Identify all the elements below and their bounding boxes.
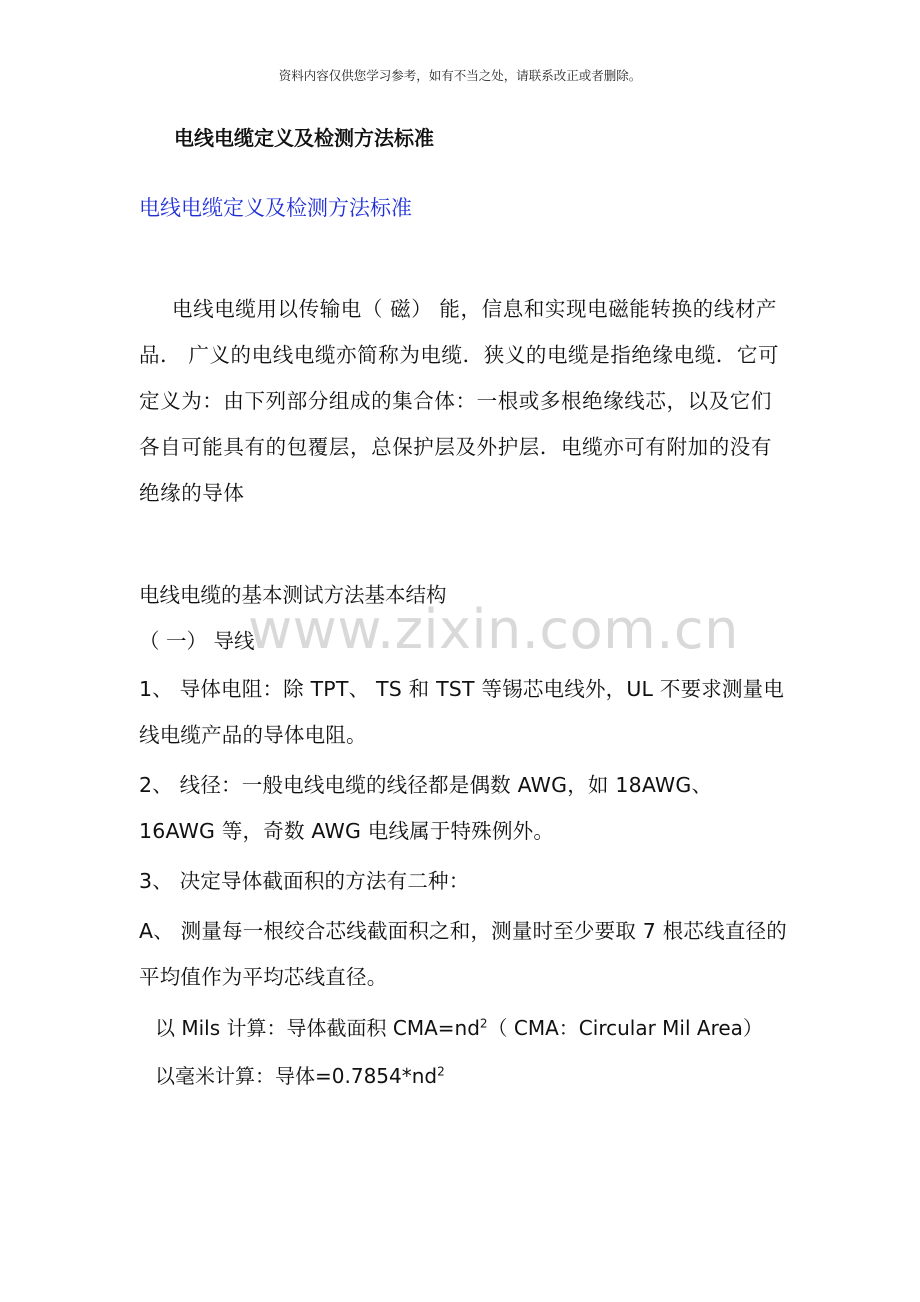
formula-mils-suffix: （ CMA：Circular Mil Area） — [487, 1016, 763, 1040]
section-heading: 电线电缆的基本测试方法基本结构 — [139, 583, 447, 607]
formula-mm-exponent: 2 — [437, 1064, 445, 1079]
list-item-conductor-resistance: 1、 导体电阻：除 TPT、 TS 和 TST 等锡芯电线外，UL 不要求测量电线电缆产品的导体电阻。 — [139, 677, 785, 747]
list-item-method-a: A、 测量每一根绞合芯线截面积之和，测量时至少要取 7 根芯线直径的平均值作为平均芯线直径。 — [139, 919, 787, 989]
formula-mils-prefix: 以 Mils 计算：导体截面积 CMA=nd — [155, 1016, 480, 1040]
formula-mm — [155, 1060, 445, 1089]
formula-mm-prefix: 以毫米计算：导体=0.7854*nd — [155, 1064, 438, 1088]
subsection-heading: （ 一） 导线 — [139, 629, 255, 653]
document-title: 电线电缆定义及检测方法标准 — [174, 126, 434, 150]
intro-paragraph: 电线电缆用以传输电（ 磁） 能，信息和实现电磁能转换的线材产品． 广义的电线电缆亦简称为电缆．狭义的电缆是指绝缘电缆．它可定义为：由下列部分组成的集合体：一根或多根绝缘线芯，以及它们各自可能具有的包覆层，总保护层及外护层．电缆亦可有附加的没有绝缘的导体 — [139, 297, 780, 505]
list-item-wire-gauge: 2、 线径：一般电线电缆的线径都是偶数 AWG，如 18AWG、 16AWG 等，奇数 AWG 电线属于特殊例外。 — [139, 773, 713, 843]
title-link[interactable]: 电线电缆定义及检测方法标准 — [139, 196, 412, 220]
formula-mils-exponent: 2 — [479, 1016, 488, 1031]
formula-mils — [155, 1012, 763, 1041]
list-item-cross-section-methods: 3、 决定导体截面积的方法有二种： — [139, 869, 470, 893]
watermark: www.zixin.com.cn — [248, 598, 739, 661]
disclaimer-header: 资料内容仅供您学习参考，如有不当之处，请联系改正或者删除。 — [278, 68, 642, 83]
